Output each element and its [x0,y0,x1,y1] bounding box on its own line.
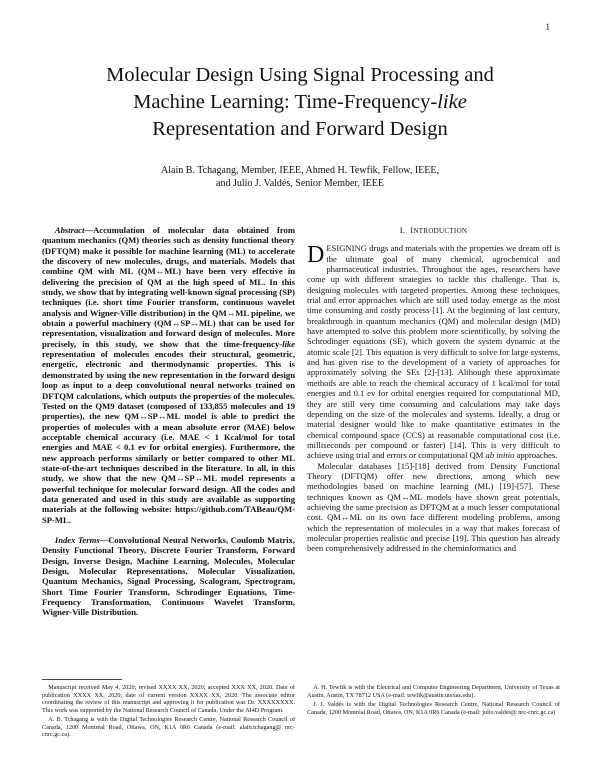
index-terms-text: —Convolutional Neural Networks, Coulomb Matrix, Density Functional Theory, Discrete Fourier Transform, Forward Design, Inverse Design, Machine Learning, Molecules, Molecular Design, Molecular Representations, Molecular Visualization, Quantum Mechanics, Signal Processing, Scalogram, Spectrogram, Short Time Fourier Transform, Schrodinger Equations, Time-Frequency Transformation, Continuous Wavelet Transform, Wigner-Ville Distribution. [42,534,295,618]
footnote-valdes: J. J. Valdés is with the Digital Technologies Research Centre, National Research Council of Canada, 1200 Montréal Road, Ottawa, ON, K1A 0R6 Canada (e-mail: julio.valdes@ nrc-cnrc.gc.ca) [307,701,560,716]
right-column [307,225,560,554]
paper-title [40,62,560,143]
index-terms [42,535,295,618]
intro-text-1: drugs and materials with the properties we dream off is the ultimate goal of many chemical, agrochemical and pharmaceutical industries. Throughout the ages, researchers have come up with different strategies to tackle this challenge. That is, designing molecules with targeted properties. Among these techniques, trial and error approaches which are still used today emerge as the most time consuming and costly process [1]. At the beginning of last century, breakthrough in quantum mechanics (QM) and molecular design (MD) have attempted to solve this problem more scientifically, by solving the Schrodinger equations (SE), which govern the system dynamic at the atomic scale [2]. This equation is very difficult to solve for large systems, and has given rise to the development of a variety of approaches for approximately solving the SEs [2]-[13]. Although these approximate methods are able to reach the chemical accuracy of 1 kcal/mol for total energies and 0.1 ev for orbital energies required for computational MD, they are still very time consuming and calculations may take days depending on the size of the molecules and systems. Ideally, a drug or material designer would like to make quantitative estimates in the chemical compound space (CCS) at reasonable computational cost (i.e. milliseconds per compound or faster) [14]. This is very difficult to achieve using trial and errors or computational QM [307,243,560,461]
authors-line-2: and Julio J. Valdés, Senior Member, IEEE [216,178,384,189]
title-line-2 [40,89,560,116]
title-line-1: Molecular Design Using Signal Processing and [106,64,494,86]
section-title-initial: I [410,225,414,235]
footnote-tewfik: A. H. Tewfik is with the Electrical and Computer Engineering Department, University of Texas at Austin, Austin, TX 78712 USA (e-mail: tewfik@austin.utexas.edu). [307,684,560,699]
intro-text-1-end: approaches. [514,450,558,461]
abstract-italic-word: like [282,338,295,349]
abstract [42,225,295,525]
title-line-2-main: Machine Learning: Time-Frequency- [133,91,438,113]
footnote-manuscript: Manuscript received May 4, 2020; revised XXXX XX, 2020; accepted XXX XX, 2020. Date of publication XXXX XX, 2020; date of current version XXXX XX, 2020. The associate editor coordinating the review of this manuscript and approving it for publication was Dr. XXXXXXXX. This work was supported by the National Research Council of Canada. Under the AI4D Program. [42,684,295,714]
authors-line-1: Alain B. Tchagang, Member, IEEE, Ahmed H. Tewfik, Fellow, IEEE, [161,165,439,176]
intro-paragraph-2: Molecular databases [15]-[18] derived from Density Functional Theory (DFTQM) offer new directions, among which new methodologies based on machine learning (ML) [19]-[57]. These techniques known as QM↔ML models have shown great potentials, achieving the same precision as DFTQM at a much lesser computational cost. QM↔ML on its own face different modeling problems, among which the representation of molecules in a way that makes forecast of molecular properties realistic and precise [19]. This question has already been comprehensively addressed in the cheminformatics and [307,460,560,554]
intro-paragraph-1 [307,243,560,460]
drop-cap: D [307,242,325,269]
left-column [42,225,295,618]
page-number: 1 [545,22,550,32]
author-list [40,164,560,190]
intro-italic: ab initio [485,450,515,461]
abstract-text-1: —Accumulation of molecular data obtained from quantum mechanics (QM) theories such as density functional theory (DFTQM) make it possible for machine learning (ML) to accelerate the discovery of new molecules, drugs, and materials. Models that combine QM with ML (QM↔ML) have been very effective in delivering the precision of QM at the high speed of ML. In this study, we show that by integrating well-known signal processing (SP) techniques (i.e. short time Fourier transform, continuous wavelet analysis and Wigner-Ville distribution) in the QM↔ML pipeline, we obtain a powerful machinery (QM↔SP↔ML) that can be used for representation, visualization and forward design of molecules. More precisely, in this study, we show that the time-frequency- [42,225,295,349]
title-line-3: Representation and Forward Design [152,118,448,140]
footnote-divider [42,679,122,680]
intro-first-word: ESIGNING [326,243,367,254]
abstract-text-2: representation of molecules encodes their structural, geometric, energetic, electronic and thermodynamic properties. This is demonstrated by using the new representation in the forward design loop as input to a deep convolutional neural networks trained on DFTQM calculations, which outputs the properties of the molecules. Tested on the QM9 dataset (composed of 133,855 molecules and 19 properties), the new QM↔SP↔ML model is able to predict the properties of molecules with a mean absolute error (MAE) below acceptable chemical accuracy (i.e. MAE < 1 Kcal/mol for total energies and MAE < 0.1 ev for orbital energies). Furthermore, the new approach performs similarly or better compared to other ML state-of-the-art techniques described in the literature. In all, in this study, we show that the new QM↔SP↔ML model represents a powerful technique for molecular forward design. All the codes and data generated and used in this study are available as supporting materials at the following website: https://github.com/TABeau/QM-SP-ML. [42,349,295,525]
index-terms-lead: Index Terms [54,534,100,545]
section-heading-introduction [307,225,560,236]
abstract-lead: Abstract [54,225,85,235]
footnotes-left [42,684,295,741]
title-italic-word: like [437,91,467,113]
footnote-tchagang: A. B. Tchagang is with the Digital Technologies Research Centre, National Research Council of Canada, 1200 Montréal Road, Ottawa, ON, K1A 0R6 Canada (e-mail: alain.tchagang@ nrc-cnrc.gc.ca). [42,716,295,738]
footnotes-right [307,684,560,718]
section-title-rest: NTRODUCTION [413,227,468,235]
section-number: I. [399,225,406,235]
